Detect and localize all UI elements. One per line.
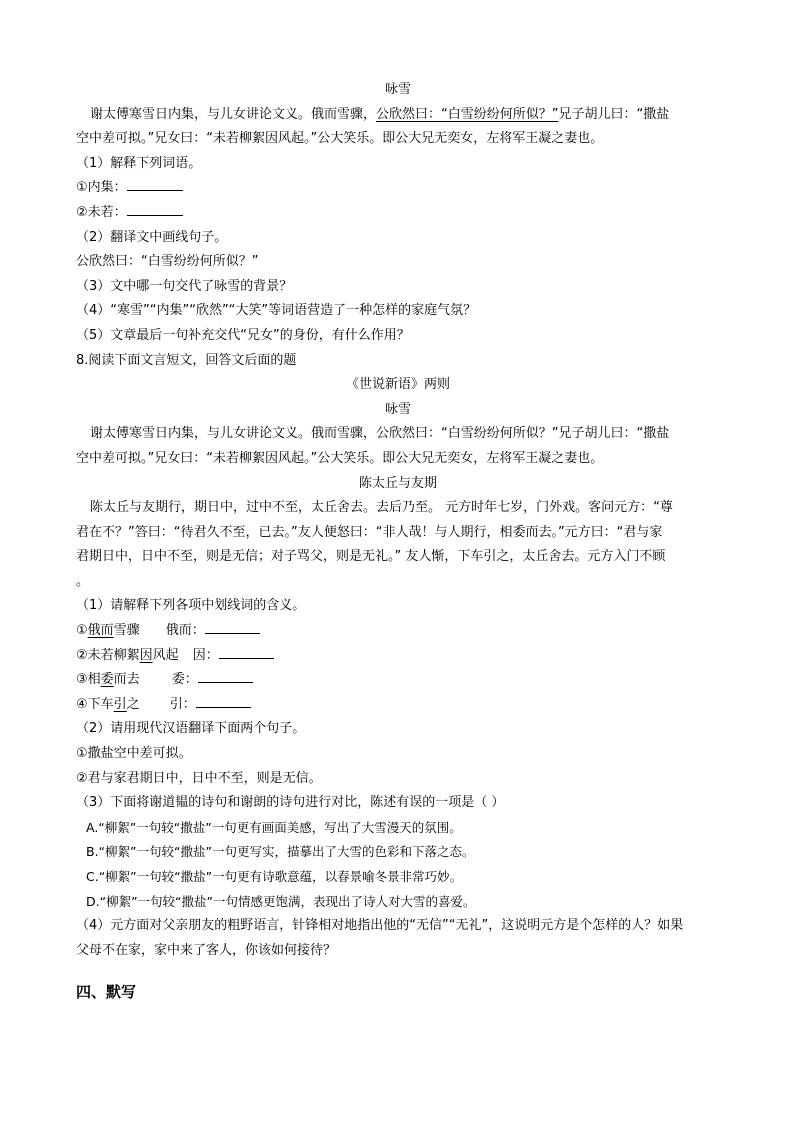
answer-blank[interactable] [205, 620, 260, 634]
underlined-word: 引 [113, 696, 127, 712]
passage-line: 空中差可拟。”兄女曰：“未若柳絮因风起。”公大笑乐。即公大兄无奕女，左将军王凝之妻也。 [76, 131, 604, 147]
underlined-word: 委 [100, 672, 114, 688]
word-label: 引： [169, 696, 196, 712]
word-label: ①内集： [76, 180, 127, 196]
choice-option-d: D.“柳絮”一句较“撒盐”一句情感更饱满，表现出了诗人对大雪的喜爱。 [86, 893, 476, 909]
question: （1）请解释下列各项中划线词的含义。 [76, 598, 306, 614]
word-item [76, 201, 720, 226]
item-text: 风起 [152, 647, 179, 663]
question: （2）翻译文中画线句子。 [76, 229, 228, 245]
passage-line: 君在不？”答曰：“待君久不至，已去。”友人便怒曰：“非人哉！与人期行，相委而去。”元方曰：“君与家 [76, 524, 663, 540]
item-text: ① [76, 623, 88, 639]
sentence: ①撒盐空中差可拟。 [76, 746, 192, 762]
word-item [76, 619, 720, 644]
sentence: ②君与家君期日中，日中不至，则是无信。 [76, 770, 322, 786]
choice-option-b: B.“柳絮”一句较“撒盐”一句更写实，描摹出了大雪的色彩和下落之态。 [86, 844, 475, 860]
item-text: 雪骤 [113, 623, 140, 639]
answer-blank[interactable] [127, 177, 183, 191]
question: （3）下面将谢道韫的诗句和谢朗的诗句进行对比，陈述有误的一项是（ ） [76, 795, 505, 811]
item-text: ③相 [76, 672, 101, 688]
sentence: 公欣然曰：“白雪纷纷何所似？” [76, 254, 259, 270]
choice-option-c: C.“柳絮”一句较“撒盐”一句更有诗歌意蕴，以春景喻冬景非常巧妙。 [86, 869, 463, 884]
passage-title: 陈太丘与友期 [358, 475, 437, 491]
question: 父母不在家，家中来了客人，你该如何接待？ [76, 942, 337, 958]
passage-line [76, 103, 720, 128]
underlined-word: 俄而 [87, 623, 114, 639]
item-text: ②未若柳絮 [76, 647, 140, 663]
answer-blank[interactable] [198, 669, 253, 683]
passage-line: 谢太傅寒雪日内集，与儿女讲论文义。俄而雪骤，公欣然曰：“白雪纷纷何所似？”兄子胡儿曰：“撒盐 [90, 426, 670, 442]
section-heading: 四、默写 [76, 983, 137, 1002]
word-label: 俄而： [165, 623, 205, 639]
underlined-word: 因 [139, 647, 153, 663]
question: （1）解释下列词语。 [76, 155, 202, 171]
passage-text: 谢太傅寒雪日内集，与儿女讲论文义。俄而雪骤， [90, 106, 377, 122]
answer-blank[interactable] [219, 645, 274, 659]
question: （3）文中哪一句交代了咏雪的背景？ [76, 278, 293, 294]
answer-blank[interactable] [196, 694, 251, 708]
passage-line: 陈太丘与友期行，期日中，过中不至，太丘舍去。去后乃至。 元方时年七岁，门外戏。客问元方：“尊 [90, 500, 673, 516]
question: （2）请用现代汉语翻译下面两个句子。 [76, 721, 306, 737]
choice-option-a: A.“柳絮”一句较“撒盐”一句更有画面美感，写出了大雪漫天的氛围。 [86, 819, 462, 835]
question: （4）元方面对父亲朋友的粗野语言，针锋相对地指出他的“无信”“无礼”，这说明元方是个怎样的人？如果 [76, 918, 684, 934]
question-intro: 8.阅读下面文言短文，回答文后面的题 [76, 352, 297, 368]
passage-heading: 《世说新语》两则 [345, 377, 450, 393]
passage-line: 。 [76, 573, 90, 589]
word-label: 因： [192, 647, 219, 663]
passage-title: 咏雪 [384, 82, 411, 97]
word-item [76, 176, 720, 201]
passage-line: 空中差可拟。”兄女曰：“未若柳絮因风起。”公大笑乐。即公大兄无奕女，左将军王凝之妻也。 [76, 450, 604, 466]
passage-line: 君期日中，日中不至，则是无信；对子骂父，则是无礼。” 友人惭，下车引之，太丘舍去。元方入门不顾 [76, 549, 666, 565]
document-page [76, 78, 720, 1002]
underlined-sentence: 公欣然曰：“白雪纷纷何所似？” [376, 106, 559, 122]
word-item [76, 668, 720, 693]
item-text: ④下车 [76, 696, 114, 712]
passage-text: 兄子胡儿曰：“撒盐 [558, 106, 670, 122]
item-text: 而去 [113, 672, 140, 688]
item-text: 之 [126, 696, 140, 712]
question: （4）“寒雪”“内集”“欣然”“大笑”等词语营造了一种怎样的家庭气氛？ [76, 303, 477, 319]
answer-blank[interactable] [127, 202, 183, 216]
word-item [76, 693, 720, 718]
word-label: ②未若： [76, 204, 127, 220]
question: （5）文章最后一句补充交代“兄女”的身份，有什么作用？ [76, 327, 410, 343]
passage-title: 咏雪 [384, 401, 411, 417]
word-item [76, 644, 720, 669]
word-label: 委： [171, 672, 198, 688]
